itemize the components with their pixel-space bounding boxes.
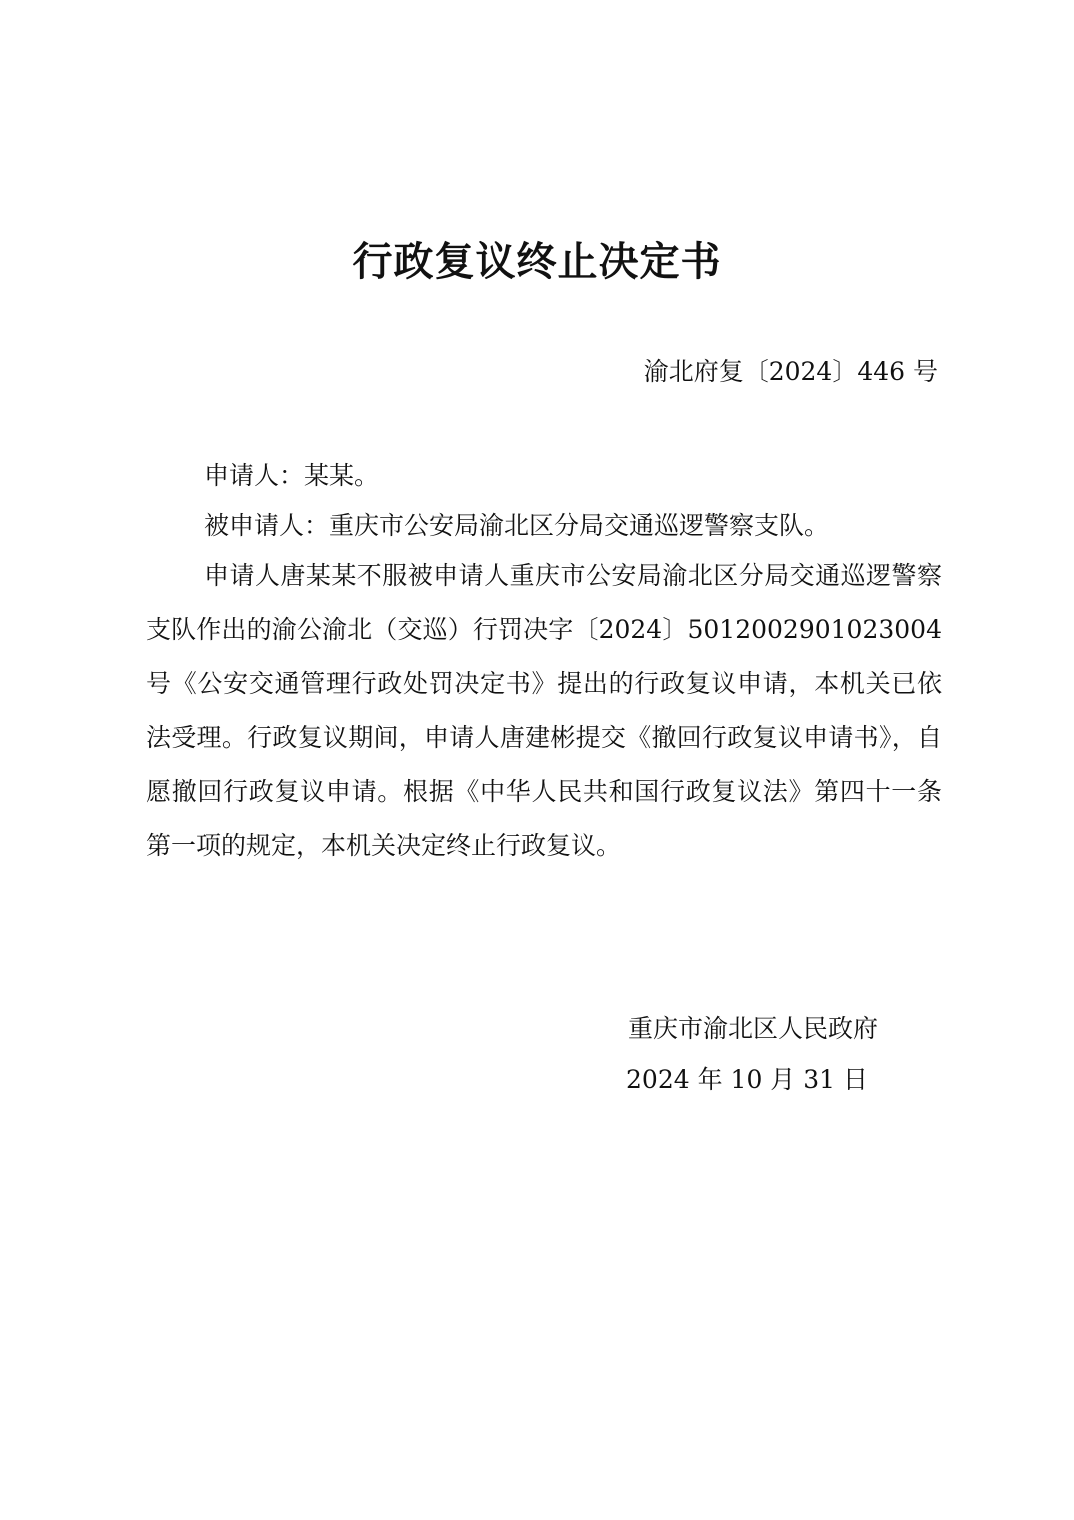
document-title: 行政复议终止决定书: [352, 239, 722, 285]
document-number: 渝北府复〔2024〕446 号: [643, 357, 938, 386]
decision-body-paragraph: 申请人唐某某不服被申请人重庆市公安局渝北区分局交通巡逻警察支队作出的渝公渝北（交巡）行罚决字〔2024〕5012002901023004 号《公安交通管理行政处罚决定书》提出的行政复议申请，本机关已依法受理。行政复议期间，申请人唐建彬提交《撤回行政复议申请书》，自愿撤回行政复议申请。根据《中华人民共和国行政复议法》第四十一条第一项的规定，本机关决定终止行政复议。: [146, 561, 942, 860]
signature-organization: 重庆市渝北区人民政府: [627, 1014, 878, 1043]
respondent-line: 被申请人：重庆市公安局渝北区分局交通巡逻警察支队。: [204, 511, 830, 540]
applicant-line: 申请人：某某。: [204, 461, 380, 490]
signature-date: 2024 年 10 月 31 日: [626, 1065, 868, 1094]
